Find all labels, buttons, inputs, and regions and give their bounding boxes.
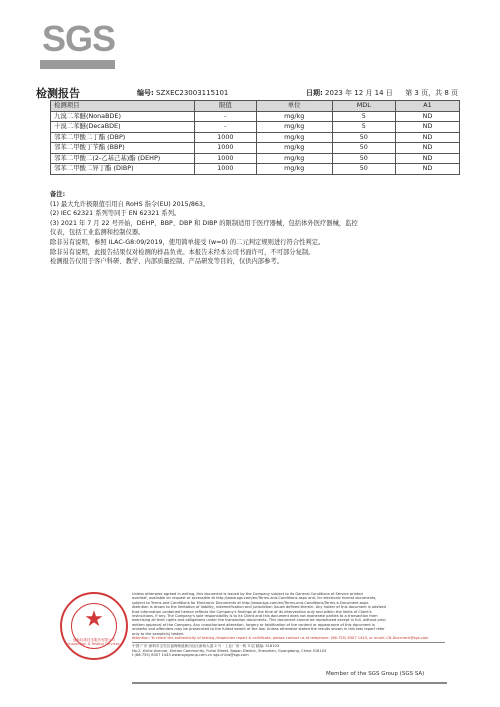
remark-line: 仪表，包括工业监测和控制仪器。: [50, 229, 145, 237]
cell-item: 九溴二苯醚(NonaBDE): [51, 111, 195, 122]
date-label: 日期:: [306, 89, 323, 97]
ref-label: 编号:: [137, 89, 154, 97]
logo-band: [40, 60, 115, 69]
results-table: [50, 100, 460, 175]
ref-value: SZXEC23003115101: [156, 89, 229, 97]
table-row: [51, 164, 460, 175]
member-text: Member of the SGS Group (SGS SA): [326, 671, 425, 677]
cell-mdl: 50: [332, 153, 396, 164]
cell-item: 十溴二苯醚(DecaBDE): [51, 122, 195, 133]
legal-line: Unless otherwise agreed in writing, this document is issued by the Company subject to its General Conditions of Service printed: [132, 592, 363, 596]
cell-result: ND: [396, 122, 460, 133]
cell-result: ND: [396, 143, 460, 154]
cell-limit: 1000: [194, 143, 256, 154]
col-header-a1: A1: [396, 101, 460, 112]
report-date: [306, 88, 393, 98]
remark-line: (2) IEC 62321 系列等同于 EN 62321 系列。: [50, 210, 181, 218]
sgs-logo: [40, 18, 115, 68]
cell-limit: 1000: [194, 132, 256, 143]
cell-result: ND: [396, 132, 460, 143]
company-seal-stamp: [60, 592, 128, 660]
cell-limit: -: [194, 111, 256, 122]
remark-line: 除非另有说明，参照 ILAC-G8:09/2019，使用简单接受 (w=0) 的二元判定规则进行符合性判定。: [50, 238, 325, 246]
legal-line: written approval of the Company. Any unauthorized alteration, forgery or falsification of the content or appearance of this document is: [132, 622, 375, 627]
remark-line: (3) 2021 年 7 月 22 号开始，DEHP、BBP、DBP 和 DIBP 的限制适用于医疗器械，包括体外医疗器械，监控: [50, 219, 358, 227]
logo-text: SGS: [42, 18, 116, 59]
cell-mdl: 50: [332, 164, 396, 175]
seal-text: 通标标准技术服务有限公司 Inspection & Testing Services: [68, 638, 120, 646]
legal-line: unlawful and offenders may be prosecuted to the fullest extent of the law. Unless otherwise stated the results shown in this test report refer: [132, 627, 385, 632]
remark-line: (1) 最大允许极限值引用自 RoHS 指令(EU) 2015/863。: [50, 200, 210, 208]
report-header: [36, 85, 458, 99]
cell-unit: mg/kg: [256, 132, 332, 143]
cell-mdl: 5: [332, 122, 396, 133]
attention-line: Attention: To check the authenticity of testing /inspection report & certificate, please contact us at telephone: (86-755) 8307 1443, or email: CN.Doccheck@sgs.com: [132, 636, 429, 641]
remarks-section: [50, 190, 470, 267]
cell-limit: -: [194, 122, 256, 133]
cell-mdl: 5: [332, 111, 396, 122]
footer-bar: [132, 682, 447, 684]
col-header-unit: 单位: [256, 101, 332, 112]
report-number: [137, 88, 228, 98]
cell-unit: mg/kg: [256, 111, 332, 122]
legal-line: overleaf, available on request or accessible at http://www.sgs.com/en/Terms-and-Conditions.aspx and, for electronic format documents,: [132, 596, 377, 601]
cell-item: 邻苯二甲酸丁苄酯 (BBP): [51, 143, 195, 154]
cell-limit: 1000: [194, 153, 256, 164]
legal-line: that information contained hereon reflects the Company's findings at the time of its intervention only and within the limits of Client's: [132, 609, 372, 614]
date-value: 2023 年 12 月 14 日: [325, 89, 393, 97]
cell-mdl: 50: [332, 132, 396, 143]
cell-item: 邻苯二甲酸二(2-乙基己基)酯 (DEHP): [51, 153, 195, 164]
cell-result: ND: [396, 164, 460, 175]
page-number: 第 3 页，共 8 页: [405, 89, 458, 97]
table-row: [51, 153, 460, 164]
legal-line: only to the sample(s) tested.: [132, 631, 184, 636]
footer: [60, 592, 445, 667]
table-row: [51, 132, 460, 143]
table-row: [51, 111, 460, 122]
table-header-row: [51, 101, 460, 112]
contact-line: t (86-755) 8307 1443 www.sgsgroup.com.cn sgs.china@sgs.com: [132, 653, 249, 658]
col-header-mdl: MDL: [332, 101, 396, 112]
cell-mdl: 50: [332, 143, 396, 154]
cell-result: ND: [396, 153, 460, 164]
cell-unit: mg/kg: [256, 164, 332, 175]
address-en: No.2, Xinhe Avenue, Xintian Community, Fuhai Street, Baoan District, Shenzhen, Guangdong, China 518103: [132, 648, 327, 653]
remarks-title: 备注:: [50, 191, 66, 198]
legal-line: exercising all their rights and obligations under the transaction documents. This document cannot be reproduced except in full, without prior: [132, 618, 386, 623]
table-row: [51, 122, 460, 133]
table-row: [51, 143, 460, 154]
remark-line: 检测报告仅用于客户科研、教学、内部质量控制、产品研发等目的，仅供内部参考。: [50, 258, 283, 266]
cell-unit: mg/kg: [256, 122, 332, 133]
cell-result: ND: [396, 111, 460, 122]
star-icon: ★: [84, 607, 104, 632]
report-title: 检测报告: [36, 87, 80, 100]
legal-line: instructions, if any. The Company's sole responsibility is to its Client and this document does not exonerate parties to a transaction from: [132, 614, 378, 619]
col-header-item: 检测项目: [51, 101, 195, 112]
address-cn: 中国·广东·深圳市宝安区福海街道新田社区新和大道 2 号 · 工业厂房一栋 3 层 邮编: 518103: [132, 642, 445, 648]
remark-line: 除非另有说明，此报告结果仅对检测的样品负责。本报告未经本公司书面许可，不可部分复制。: [50, 248, 315, 256]
legal-disclaimer: [132, 592, 445, 658]
cell-unit: mg/kg: [256, 153, 332, 164]
legal-line: Attention is drawn to the limitation of liability, indemnification and jurisdiction issues defined therein. Any holder of this document is advised: [132, 605, 386, 610]
legal-line: subject to Terms and Conditions for Electronic Documents at http://www.sgs.com/en/Terms-and-Conditions/Terms-e-Document.aspx.: [132, 600, 370, 605]
cell-unit: mg/kg: [256, 143, 332, 154]
cell-limit: 1000: [194, 164, 256, 175]
cell-item: 邻苯二甲酸二异丁酯 (DIBP): [51, 164, 195, 175]
col-header-limit: 限值: [194, 101, 256, 112]
cell-item: 邻苯二甲酸二丁酯 (DBP): [51, 132, 195, 143]
